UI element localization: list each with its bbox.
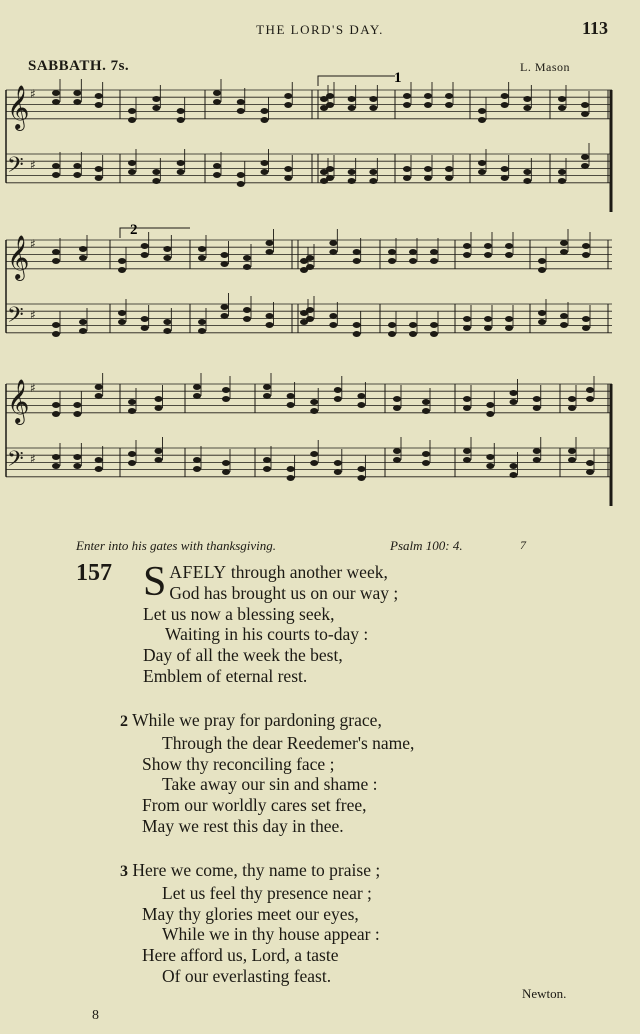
note-head xyxy=(463,448,471,454)
note-head xyxy=(79,328,87,334)
note-head xyxy=(221,252,229,258)
note-head xyxy=(558,105,566,111)
note-head xyxy=(52,331,60,337)
note-head xyxy=(403,102,411,108)
note-head xyxy=(533,448,541,454)
note-head xyxy=(263,457,271,463)
note-head xyxy=(334,387,342,393)
note-head xyxy=(95,457,103,463)
note-head xyxy=(79,255,87,261)
page-number: 113 xyxy=(581,18,608,38)
note-head xyxy=(478,169,486,175)
note-head xyxy=(409,331,417,337)
stanza-line: Emblem of eternal rest. xyxy=(143,665,308,686)
note-head xyxy=(287,393,295,399)
note-head xyxy=(582,243,590,249)
note-head xyxy=(52,99,60,105)
note-head xyxy=(353,322,361,328)
note-head xyxy=(353,331,361,337)
note-head xyxy=(586,396,594,402)
note-head xyxy=(409,322,417,328)
note-head xyxy=(198,328,206,334)
note-head xyxy=(152,169,160,175)
note-head xyxy=(523,178,531,184)
note-head xyxy=(198,246,206,252)
note-head xyxy=(369,105,377,111)
note-head xyxy=(357,466,365,472)
note-head xyxy=(510,399,518,405)
note-head xyxy=(369,169,377,175)
note-head xyxy=(306,255,314,261)
note-head xyxy=(463,405,471,411)
note-head xyxy=(422,408,430,414)
note-head xyxy=(388,249,396,255)
note-head xyxy=(430,258,438,264)
note-head xyxy=(538,310,546,316)
note-head xyxy=(221,313,229,319)
note-head xyxy=(505,243,513,249)
note-head xyxy=(73,90,81,96)
signature-mark: 8 xyxy=(92,1008,99,1023)
scripture-text: Enter into his gates with thanksgiving. xyxy=(76,538,277,553)
stanza-line: May we rest this day in thee. xyxy=(142,815,344,836)
note-head xyxy=(177,169,185,175)
note-head xyxy=(266,240,274,246)
note-head xyxy=(152,178,160,184)
note-head xyxy=(353,249,361,255)
note-head xyxy=(73,411,81,417)
stanza-3 xyxy=(120,860,380,987)
note-head xyxy=(266,322,274,328)
note-head xyxy=(222,460,230,466)
note-head xyxy=(329,240,337,246)
stanza-line: May thy glories meet our eyes, xyxy=(142,903,359,924)
note-head xyxy=(306,307,314,313)
note-head xyxy=(213,163,221,169)
note-head xyxy=(95,393,103,399)
note-head xyxy=(326,175,334,181)
composer: L. Mason xyxy=(520,60,570,74)
note-head xyxy=(73,172,81,178)
stanza-line: While we in thy house appear : xyxy=(162,924,380,945)
note-head xyxy=(393,396,401,402)
ending-mark-1: 1 xyxy=(394,70,402,86)
note-head xyxy=(155,448,163,454)
note-head xyxy=(505,325,513,331)
note-head xyxy=(560,240,568,246)
note-head xyxy=(348,178,356,184)
note-head xyxy=(141,252,149,258)
stanza-1 xyxy=(143,559,399,687)
note-head xyxy=(95,466,103,472)
note-head xyxy=(261,108,269,114)
hymn-number: 157 xyxy=(76,560,112,586)
note-head xyxy=(213,99,221,105)
note-head xyxy=(306,316,314,322)
note-head xyxy=(306,264,314,270)
note-head xyxy=(403,166,411,172)
sharp-icon: ♯ xyxy=(30,158,36,172)
note-head xyxy=(393,448,401,454)
note-head xyxy=(501,166,509,172)
note-head xyxy=(501,175,509,181)
note-head xyxy=(266,249,274,255)
note-head xyxy=(348,169,356,175)
note-head xyxy=(237,172,245,178)
note-head xyxy=(326,102,334,108)
note-head xyxy=(430,322,438,328)
note-head xyxy=(334,460,342,466)
note-head xyxy=(510,472,518,478)
stanza-line: Let us feel thy presence near ; xyxy=(162,882,372,903)
note-head xyxy=(128,460,136,466)
stanza-line: From our worldly cares set free, xyxy=(142,795,367,816)
bass-clef-icon: 𝄢 xyxy=(7,303,24,333)
note-head xyxy=(357,402,365,408)
note-head xyxy=(581,154,589,160)
note-head xyxy=(128,399,136,405)
note-head xyxy=(568,405,576,411)
volta-bracket xyxy=(318,76,395,86)
note-head xyxy=(141,243,149,249)
note-head xyxy=(52,463,60,469)
note-head xyxy=(193,466,201,472)
note-head xyxy=(478,160,486,166)
note-head xyxy=(558,96,566,102)
note-head xyxy=(310,399,318,405)
note-head xyxy=(422,460,430,466)
note-head xyxy=(95,166,103,172)
note-head xyxy=(326,166,334,172)
note-head xyxy=(422,451,430,457)
note-head xyxy=(163,255,171,261)
note-head xyxy=(510,463,518,469)
note-head xyxy=(558,178,566,184)
note-head xyxy=(193,457,201,463)
note-head xyxy=(348,105,356,111)
note-head xyxy=(287,466,295,472)
note-head xyxy=(128,160,136,166)
stanza-line: Show thy reconciling face ; xyxy=(142,753,335,774)
note-head xyxy=(357,475,365,481)
note-head xyxy=(463,252,471,258)
stanza-line: Day of all the week the best, xyxy=(143,645,343,666)
note-head xyxy=(560,313,568,319)
note-head xyxy=(243,307,251,313)
note-head xyxy=(95,175,103,181)
note-head xyxy=(284,93,292,99)
note-head xyxy=(177,108,185,114)
sharp-icon: ♯ xyxy=(30,308,36,322)
note-head xyxy=(198,319,206,325)
note-head xyxy=(79,246,87,252)
note-head xyxy=(445,93,453,99)
note-head xyxy=(568,396,576,402)
note-head xyxy=(463,396,471,402)
note-head xyxy=(73,163,81,169)
note-head xyxy=(581,111,589,117)
note-head xyxy=(213,172,221,178)
ending-mark-2: 2 xyxy=(130,222,138,238)
note-head xyxy=(52,411,60,417)
note-head xyxy=(388,258,396,264)
note-head xyxy=(237,99,245,105)
note-head xyxy=(73,99,81,105)
note-head xyxy=(152,96,160,102)
note-head xyxy=(538,319,546,325)
note-head xyxy=(523,169,531,175)
note-head xyxy=(52,454,60,460)
note-head xyxy=(287,402,295,408)
note-head xyxy=(409,249,417,255)
note-head xyxy=(357,393,365,399)
note-head xyxy=(533,405,541,411)
scripture-reference: Psalm 100: 4. xyxy=(390,538,463,553)
stanza-line: Of our everlasting feast. xyxy=(162,965,332,986)
note-head xyxy=(155,457,163,463)
note-head xyxy=(52,163,60,169)
stanza-line: Let us now a blessing seek, xyxy=(143,603,335,624)
stanza-line: While we pray for pardoning grace, xyxy=(132,710,382,730)
tune-name: SABBATH. 7s. xyxy=(28,58,130,74)
sharp-icon: ♯ xyxy=(30,237,36,251)
note-head xyxy=(329,249,337,255)
note-head xyxy=(263,393,271,399)
note-head xyxy=(538,258,546,264)
stanza-number: 2 xyxy=(120,713,128,730)
note-head xyxy=(478,108,486,114)
stanza-line: Take away our sin and shame : xyxy=(162,774,378,795)
bass-clef-icon: 𝄢 xyxy=(7,447,24,477)
note-head xyxy=(582,325,590,331)
note-head xyxy=(79,319,87,325)
note-head xyxy=(486,463,494,469)
note-head xyxy=(193,393,201,399)
note-head xyxy=(163,319,171,325)
note-head xyxy=(568,448,576,454)
note-head xyxy=(118,258,126,264)
note-head xyxy=(353,258,361,264)
note-head xyxy=(128,169,136,175)
note-head xyxy=(560,322,568,328)
note-head xyxy=(73,454,81,460)
sharp-icon: ♯ xyxy=(30,87,36,101)
note-head xyxy=(222,396,230,402)
note-head xyxy=(128,451,136,457)
note-head xyxy=(263,384,271,390)
note-head xyxy=(237,181,245,187)
note-head xyxy=(445,102,453,108)
note-head xyxy=(177,117,185,123)
note-head xyxy=(261,117,269,123)
note-head xyxy=(221,304,229,310)
stanza-line: Here afford us, Lord, a taste xyxy=(142,945,339,966)
sharp-icon: ♯ xyxy=(30,381,36,395)
note-head xyxy=(118,319,126,325)
note-head xyxy=(523,96,531,102)
note-head xyxy=(284,102,292,108)
note-head xyxy=(486,411,494,417)
note-head xyxy=(581,163,589,169)
note-head xyxy=(284,166,292,172)
note-head xyxy=(52,249,60,255)
note-head xyxy=(403,175,411,181)
note-head xyxy=(52,172,60,178)
note-head xyxy=(403,93,411,99)
note-head xyxy=(586,387,594,393)
note-head xyxy=(284,175,292,181)
note-head xyxy=(463,457,471,463)
note-head xyxy=(261,169,269,175)
note-head xyxy=(533,457,541,463)
note-head xyxy=(193,384,201,390)
note-head xyxy=(424,166,432,172)
note-head xyxy=(163,328,171,334)
first-line-rest: through another week, xyxy=(226,562,388,582)
note-head xyxy=(486,402,494,408)
note-head xyxy=(424,93,432,99)
note-head xyxy=(424,175,432,181)
note-head xyxy=(52,90,60,96)
note-head xyxy=(52,322,60,328)
note-head xyxy=(422,399,430,405)
note-head xyxy=(538,267,546,273)
note-head xyxy=(586,469,594,475)
note-head xyxy=(581,102,589,108)
note-head xyxy=(463,316,471,322)
note-head xyxy=(95,384,103,390)
note-head xyxy=(430,331,438,337)
note-head xyxy=(388,331,396,337)
note-head xyxy=(484,325,492,331)
stanza-line: Here we come, thy name to praise ; xyxy=(132,860,381,880)
note-head xyxy=(484,316,492,322)
note-head xyxy=(310,451,318,457)
drop-cap: S xyxy=(143,559,167,605)
note-head xyxy=(243,316,251,322)
note-head xyxy=(261,160,269,166)
stanza-line: God has brought us on our way ; xyxy=(169,582,399,603)
note-head xyxy=(310,408,318,414)
note-head xyxy=(484,243,492,249)
note-head xyxy=(221,261,229,267)
note-head xyxy=(501,102,509,108)
note-head xyxy=(163,246,171,252)
note-head xyxy=(329,313,337,319)
note-head xyxy=(582,252,590,258)
note-head xyxy=(560,249,568,255)
note-head xyxy=(558,169,566,175)
note-head xyxy=(155,396,163,402)
note-head xyxy=(348,96,356,102)
note-head xyxy=(128,117,136,123)
note-head xyxy=(523,105,531,111)
note-head xyxy=(484,252,492,258)
note-head xyxy=(141,325,149,331)
stanza-line: Through the dear Reedemer's name, xyxy=(162,732,415,753)
note-head xyxy=(52,402,60,408)
running-head: THE LORD'S DAY. xyxy=(256,22,384,37)
note-head xyxy=(430,249,438,255)
note-head xyxy=(369,178,377,184)
note-head xyxy=(243,255,251,261)
first-word-rest: AFELY xyxy=(169,562,227,582)
note-head xyxy=(73,402,81,408)
note-head xyxy=(586,460,594,466)
note-head xyxy=(73,463,81,469)
author: Newton. xyxy=(522,986,567,1001)
note-head xyxy=(177,160,185,166)
note-head xyxy=(222,469,230,475)
stanza-2 xyxy=(120,710,414,837)
note-head xyxy=(505,252,513,258)
note-head xyxy=(334,396,342,402)
note-head xyxy=(533,396,541,402)
stanza-number: 3 xyxy=(120,863,128,880)
note-head xyxy=(505,316,513,322)
bass-clef-icon: 𝄢 xyxy=(7,153,24,183)
note-head xyxy=(424,102,432,108)
note-head xyxy=(326,93,334,99)
note-head xyxy=(388,322,396,328)
note-head xyxy=(237,108,245,114)
note-head xyxy=(510,390,518,396)
treble-clef-icon: 𝄞 xyxy=(7,85,30,129)
note-head xyxy=(568,457,576,463)
note-head xyxy=(243,264,251,270)
cross-reference: 7 xyxy=(520,538,526,552)
note-head xyxy=(393,405,401,411)
note-head xyxy=(118,310,126,316)
note-head xyxy=(52,258,60,264)
note-head xyxy=(463,243,471,249)
note-head xyxy=(213,90,221,96)
note-head xyxy=(501,93,509,99)
note-head xyxy=(266,313,274,319)
note-head xyxy=(445,166,453,172)
note-head xyxy=(152,105,160,111)
stanza-line: Waiting in his courts to-day : xyxy=(165,624,369,645)
note-head xyxy=(334,469,342,475)
note-head xyxy=(95,102,103,108)
note-head xyxy=(445,175,453,181)
note-head xyxy=(582,316,590,322)
note-head xyxy=(95,93,103,99)
note-head xyxy=(486,454,494,460)
note-head xyxy=(198,255,206,261)
note-head xyxy=(463,325,471,331)
note-head xyxy=(128,408,136,414)
note-head xyxy=(141,316,149,322)
note-head xyxy=(263,466,271,472)
note-head xyxy=(222,387,230,393)
note-head xyxy=(409,258,417,264)
note-head xyxy=(128,108,136,114)
treble-clef-icon: 𝄞 xyxy=(7,235,30,279)
note-head xyxy=(310,460,318,466)
note-head xyxy=(393,457,401,463)
sharp-icon: ♯ xyxy=(30,452,36,466)
note-head xyxy=(329,322,337,328)
treble-clef-icon: 𝄞 xyxy=(7,379,30,423)
note-head xyxy=(287,475,295,481)
note-head xyxy=(478,117,486,123)
note-head xyxy=(118,267,126,273)
note-head xyxy=(155,405,163,411)
note-head xyxy=(369,96,377,102)
